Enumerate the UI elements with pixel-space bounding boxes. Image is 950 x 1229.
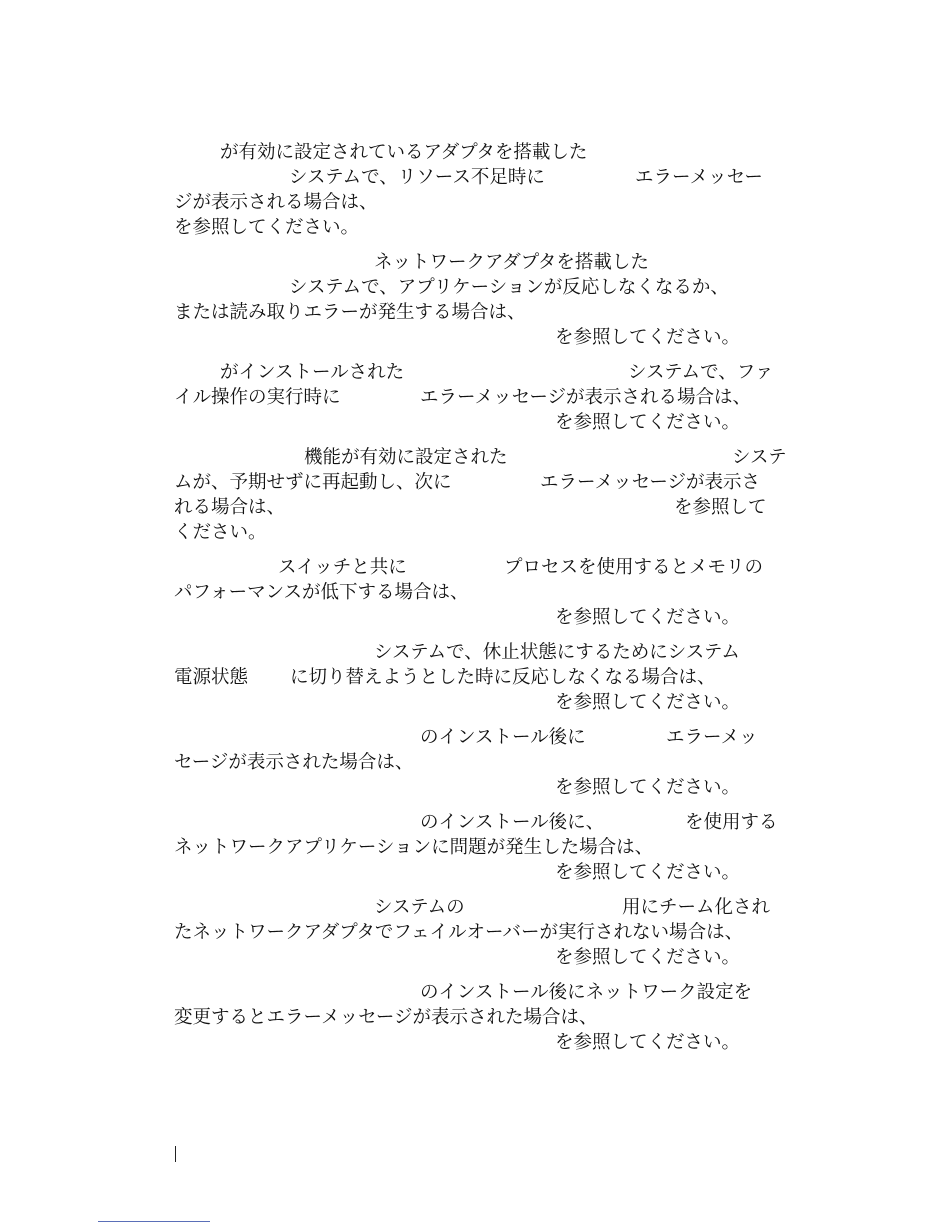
text-line: がインストールされた システムで、ファ — [220, 362, 774, 383]
text-line: ネットワークアダプタを搭載した — [374, 252, 649, 273]
text-line: を参照してください。 — [555, 412, 741, 433]
text-line: を参照してください。 — [555, 862, 741, 883]
text-line: パフォーマンスが低下する場合は、 — [174, 582, 469, 603]
footer-rule — [98, 1221, 210, 1222]
text-line: または読み取りエラーが発生する場合は、 — [174, 302, 526, 323]
list-item — [174, 140, 786, 240]
text-line: が有効に設定されているアダプタを搭載した — [220, 142, 588, 163]
text-line: ください。 — [174, 522, 267, 543]
text-line: ネットワークアプリケーションに問題が発生した場合は、 — [174, 837, 654, 858]
text-line: システムの 用にチーム化され — [374, 897, 771, 918]
list-item — [174, 360, 786, 435]
list-item — [174, 895, 786, 970]
list-item — [174, 555, 786, 630]
text-line: れる場合は、 を参照して — [174, 497, 767, 518]
text-line: スイッチと共に プロセスを使用するとメモリの — [278, 557, 764, 578]
text-line: 電源状態 に切り替えようとした時に反応しなくなる場合は、 — [174, 667, 716, 688]
text-line: システムで、休止状態にするためにシステム — [374, 642, 740, 663]
list-item — [174, 980, 786, 1055]
text-line: を参照してください。 — [174, 217, 360, 238]
text-line: システムで、アプリケーションが反応しなくなるか、 — [289, 277, 729, 298]
text-line: のインストール後に エラーメッ — [420, 727, 758, 748]
text-line: を参照してください。 — [555, 607, 741, 628]
troubleshooting-list — [174, 140, 786, 1065]
text-line: たネットワークアダプタでフェイルオーバーが実行されない場合は、 — [174, 922, 744, 943]
text-line: システムで、リソース不足時に エラーメッセー — [289, 167, 763, 188]
text-line: を参照してください。 — [555, 692, 741, 713]
list-item — [174, 640, 786, 715]
text-line: のインストール後にネットワーク設定を — [420, 982, 753, 1003]
text-line: 機能が有効に設定された システ — [304, 447, 787, 468]
page-number-marker — [175, 1146, 176, 1162]
list-item — [174, 445, 786, 545]
text-line: を参照してください。 — [555, 1032, 741, 1053]
text-line: を参照してください。 — [555, 947, 741, 968]
text-line: イル操作の実行時に エラーメッセージが表示される場合は、 — [174, 387, 751, 408]
list-item — [174, 810, 786, 885]
text-line: 変更するとエラーメッセージが表示された場合は、 — [174, 1007, 598, 1028]
text-line: を参照してください。 — [555, 777, 741, 798]
text-line: を参照してください。 — [555, 327, 741, 348]
list-item — [174, 250, 786, 350]
text-line: セージが表示された場合は、 — [174, 752, 414, 773]
text-line: ムが、予期せずに再起動し、次に エラーメッセージが表示さ — [174, 472, 760, 493]
text-line: ジが表示される場合は、 — [174, 192, 378, 213]
text-line: のインストール後に、 を使用する — [420, 812, 778, 833]
list-item — [174, 725, 786, 800]
